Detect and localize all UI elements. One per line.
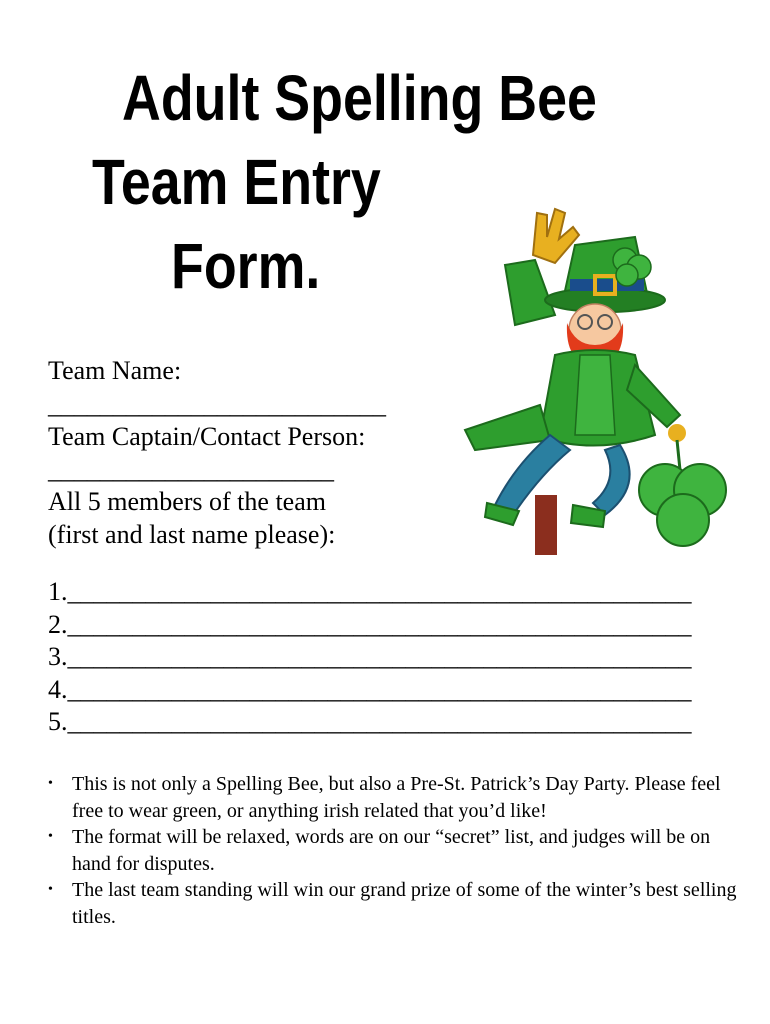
- member-entry-5: 5.________________________________________________: [48, 707, 692, 736]
- right-leg: [593, 445, 630, 515]
- info-bullet-format: • The format will be relaxed, words are on our “secret” list, and judges will be on hand for disputes.: [48, 824, 738, 877]
- info-bullet-prize: • The last team standing will win our grand prize of some of the winter’s best selling titles.: [48, 877, 738, 930]
- coat-tail: [465, 405, 550, 450]
- tree-stump: [535, 495, 557, 555]
- members-label-line-2: (first and last name please):: [48, 520, 336, 549]
- team-captain-label: Team Captain/Contact Person:: [48, 422, 366, 451]
- member-entry-4: 4.________________________________________________: [48, 674, 692, 704]
- shamrock-icon: [639, 464, 726, 546]
- members-label-line-1: All 5 members of the team: [48, 487, 326, 516]
- member-entry-1: 1.________________________________________________: [48, 577, 692, 606]
- member-entry-3: 3.________________________________________________: [48, 642, 692, 671]
- team-name-label: Team Name:: [48, 356, 182, 385]
- info-bullet-party: • This is not only a Spelling Bee, but also a Pre-St. Patrick’s Day Party. Please feel free to wear green, or anything irish related that you’d like!: [48, 771, 738, 824]
- member-entry-list: [48, 576, 692, 739]
- member-entry-2: 2.________________________________________________: [48, 609, 692, 639]
- shamrock-stem: [677, 440, 680, 470]
- team-name-blank: __________________________: [48, 390, 386, 419]
- left-leg: [495, 435, 570, 515]
- page-title-line-2: Team Entry: [92, 146, 381, 218]
- leprechaun-illustration: [455, 205, 735, 575]
- page-title-line-3: Form.: [171, 230, 321, 302]
- team-captain-blank: ______________________: [48, 455, 334, 484]
- vest: [575, 355, 615, 435]
- raised-arm: [505, 260, 555, 325]
- info-bullet-list: [48, 771, 738, 930]
- right-hand: [668, 424, 686, 442]
- page-title-line-1: Adult Spelling Bee: [122, 62, 597, 134]
